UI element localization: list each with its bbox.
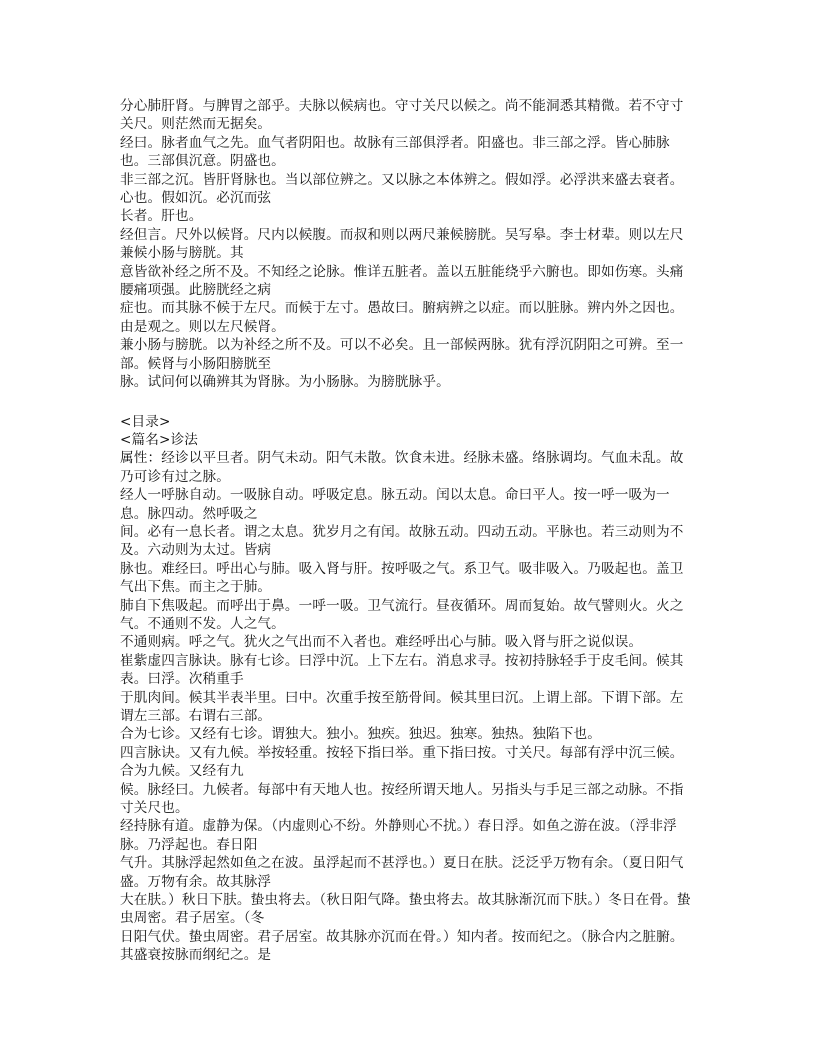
document-page	[120, 97, 696, 965]
text-line: 经持脉有道。虚静为保。（内虚则心不纷。外静则心不扰。）春日浮。如鱼之游在波。（浮非浮脉。乃浮起也。春日阳	[120, 818, 677, 853]
text-line: 不通则病。呼之气。犹火之气出而不入者也。难经呼出心与肺。吸入肾与肝之说似误。	[120, 634, 643, 651]
text-line: 合为七诊。又经有七诊。谓独大。独小。独疾。独迟。独寒。独热。独陷下也。	[120, 726, 602, 743]
text-line: 脉。试问何以确辨其为肾脉。为小肠脉。为膀胱脉乎。	[120, 374, 450, 391]
text-line: 崔紫虚四言脉诀。脉有七诊。曰浮中沉。上下左右。消息求寻。按初持脉轻手于皮毛间。候其表。曰浮。次稍重手	[120, 652, 684, 688]
text-line: 经但言。尺外以候肾。尺内以候腹。而叔和则以两尺兼候膀胱。吴写皋。李士材辈。则以左尺兼候小肠与膀胱。其	[120, 226, 684, 262]
text-line: 气升。其脉浮起然如鱼之在波。虽浮起而不甚浮也。）夏日在肤。泛泛乎万物有余。（夏日阳气盛。万物有余。故其脉浮	[120, 855, 684, 890]
catalog-tag: <目录>	[120, 413, 171, 430]
text-line: 四言脉诀。又有九候。举按轻重。按轻下指曰举。重下指曰按。寸关尺。每部有浮中沉三候。合为九候。又经有九	[120, 744, 684, 780]
text-line: 兼小肠与膀胱。以为补经之所不及。可以不必矣。且一部候两脉。犹有浮沉阴阳之可辨。至一部。候肾与小肠阳膀胱至	[120, 337, 684, 372]
text-line: 属性：经诊以平旦者。阴气未动。阳气未散。饮食未进。经脉未盛。络脉调均。气血未乱。故乃可诊有过之脉。	[120, 450, 684, 485]
text-line: 症也。而其脉不候于左尺。而候于左寸。愚故曰。腑病辨之以症。而以脏脉。辨内外之因也。由是观之。则以左尺候肾。	[120, 300, 684, 335]
text-line: 候。脉经曰。九候者。每部中有天地人也。按经所谓天地人。另指头与手足三部之动脉。不指寸关尺也。	[120, 781, 684, 817]
text-line: 间。必有一息长者。谓之太息。犹岁月之有闰。故脉五动。四动五动。平脉也。若三动则为不及。六动则为太过。皆病	[120, 523, 684, 559]
text-line: 分心肺肝肾。与脾胃之部乎。夫脉以候病也。守寸关尺以候之。尚不能洞悉其精微。若不守寸关尺。则茫然而无据矣。	[120, 98, 684, 133]
text-line: 于肌肉间。候其半表半里。曰中。次重手按至筋骨间。候其里曰沉。上谓上部。下谓下部。左谓左三部。右谓右三部。	[120, 689, 684, 724]
section-gap	[120, 392, 696, 413]
text-line: 肺自下焦吸起。而呼出于鼻。一呼一吸。卫气流行。昼夜循环。周而复始。故气譬则火。火之气。不通则不发。人之气。	[120, 597, 684, 632]
chapter-title: <篇名>诊法	[120, 431, 199, 448]
text-line: 非三部之沉。皆肝肾脉也。当以部位辨之。又以脉之本体辨之。假如浮。必浮洪来盛去衰者。心也。假如沉。必沉而弦	[120, 171, 684, 207]
text-line: 脉也。难经曰。呼出心与肺。吸入肾与肝。按呼吸之气。系卫气。吸非吸入。乃吸起也。盖卫气出下焦。而主之于肺。	[120, 560, 684, 596]
text-line: 经人一呼脉自动。一吸脉自动。呼吸定息。脉五动。闰以太息。命曰平人。按一呼一吸为一息。脉四动。然呼吸之	[120, 487, 670, 522]
section-bottom	[120, 413, 696, 965]
text-line: 大在肤。）秋日下肤。蛰虫将去。（秋日阳气降。蛰虫将去。故其脉渐沉而下肤。）冬日在骨。蛰虫周密。君子居室。（冬	[120, 892, 691, 927]
text-line: 日阳气伏。蛰虫周密。君子居室。故其脉亦沉而在骨。）知内者。按而纪之。（脉合内之脏腑。其盛衰按脉而纲纪之。是	[120, 928, 684, 964]
section-top	[120, 97, 696, 392]
text-line: 长者。肝也。	[120, 208, 203, 225]
text-line: 经曰。脉者血气之先。血气者阴阳也。故脉有三部俱浮者。阳盛也。非三部之浮。皆心肺脉也。三部俱沉意。阴盛也。	[120, 134, 670, 170]
text-line: 意皆欲补经之所不及。不知经之论脉。惟详五脏者。盖以五脏能绕乎六腑也。即如伤寒。头痛腰痛项强。此膀胱经之病	[120, 263, 684, 299]
